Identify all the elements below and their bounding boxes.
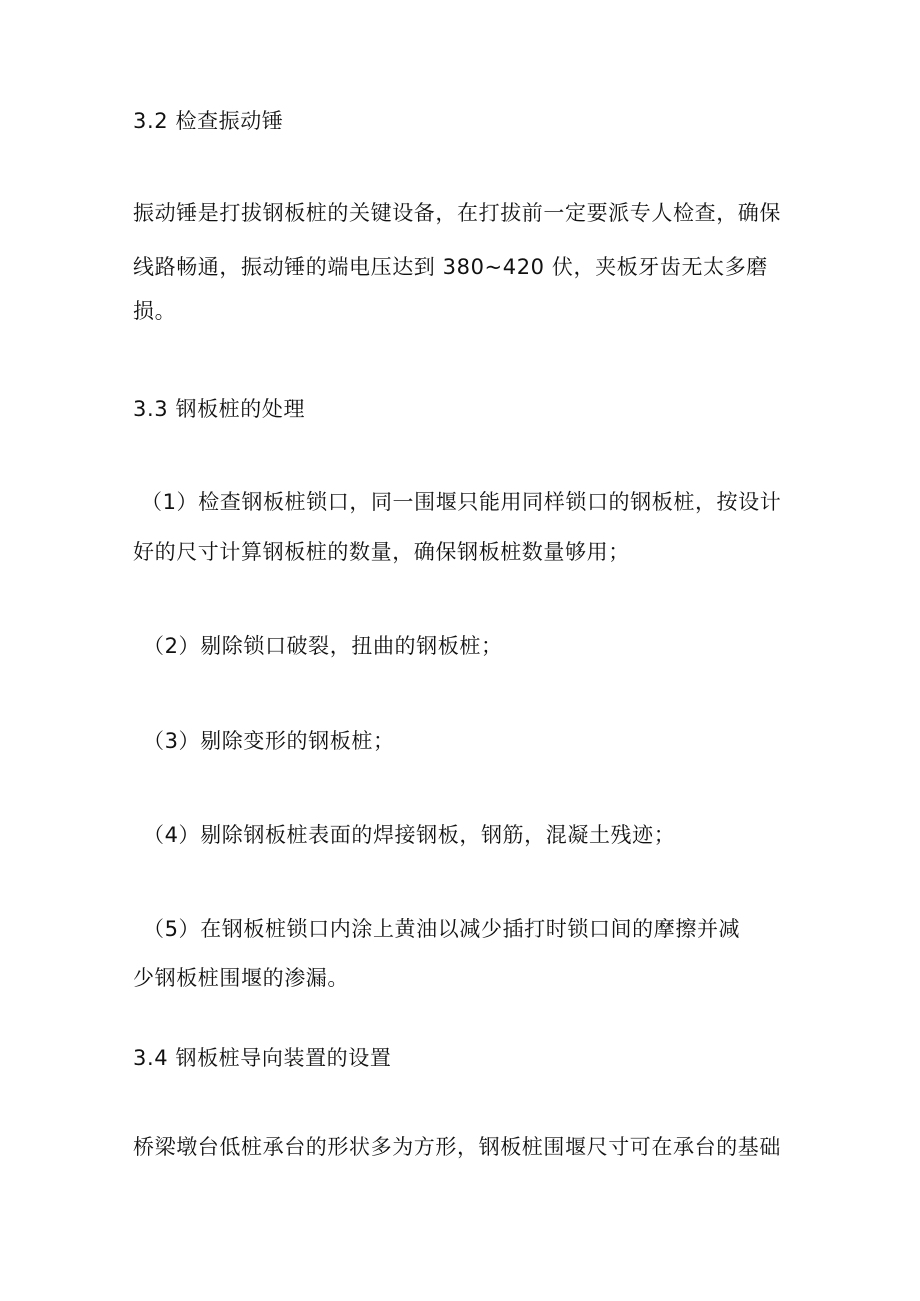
list-item-5-line-2: 少钢板桩围堰的渗漏。 (133, 966, 349, 990)
section-heading-3-3: 3.3 钢板桩的处理 (133, 397, 306, 421)
list-item-5-line-1: （5）在钢板桩锁口内涂上黄油以减少插打时锁口间的摩擦并减 (143, 917, 741, 941)
list-item-1-line-1: （1）检查钢板桩锁口，同一围堰只能用同样锁口的钢板桩，按设计 (141, 490, 782, 514)
paragraph-line: 损。 (133, 299, 177, 323)
paragraph-line: 振动锤是打拔钢板桩的关键设备，在打拔前一定要派专人检查，确保 (133, 201, 781, 225)
list-item-3: （3）剔除变形的钢板桩； (143, 729, 395, 753)
paragraph-line: 线路畅通，振动锤的端电压达到 380~420 伏，夹板牙齿无太多磨 (133, 255, 768, 279)
paragraph-line: 桥梁墩台低桩承台的形状多为方形，钢板桩围堰尺寸可在承台的基础 (133, 1135, 781, 1159)
list-item-2: （2）剔除锁口破裂，扭曲的钢板桩； (143, 634, 503, 658)
section-heading-3-4: 3.4 钢板桩导向装置的设置 (133, 1046, 392, 1070)
section-heading-3-2: 3.2 检查振动锤 (133, 109, 284, 133)
list-item-4: （4）剔除钢板桩表面的焊接钢板，钢筋，混凝土残迹； (143, 823, 676, 847)
list-item-1-line-2: 好的尺寸计算钢板桩的数量，确保钢板桩数量够用； (133, 540, 630, 564)
